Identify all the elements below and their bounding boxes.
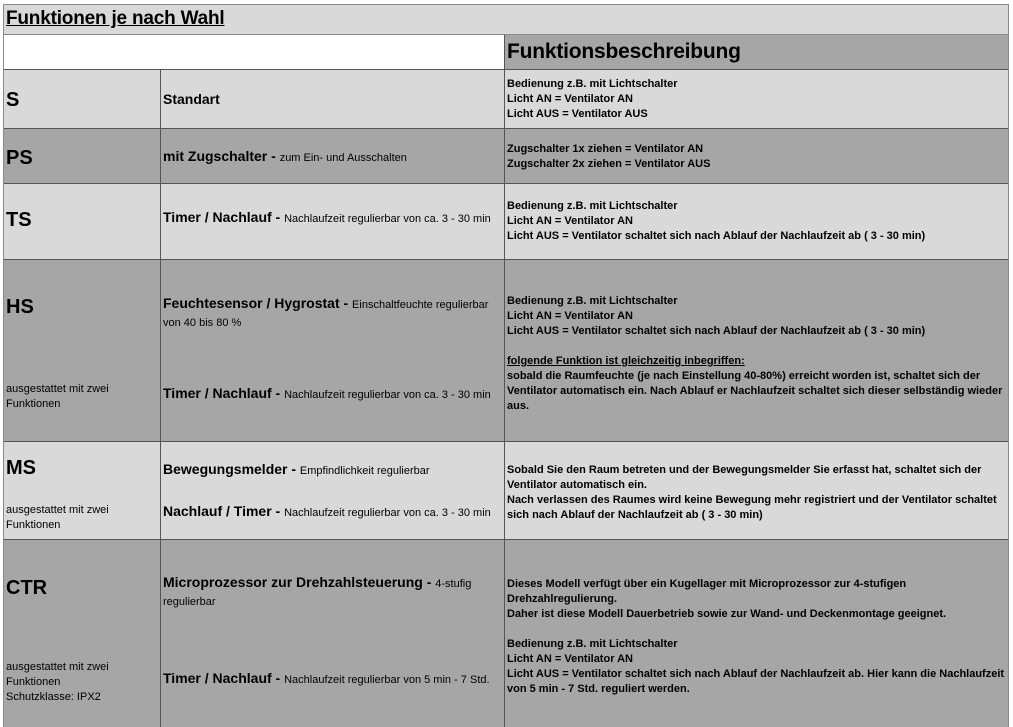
function-name: Timer / Nachlauf - xyxy=(163,385,285,401)
table-row-ps xyxy=(4,129,1008,184)
description-line: Licht AN = Ventilator AN xyxy=(507,93,634,105)
description-line: Daher ist diese Modell Dauerbetrieb sowie zur Wand- und Deckenmontage geeignet. xyxy=(507,608,947,620)
function-cell[interactable] xyxy=(161,129,505,183)
description-cell[interactable] xyxy=(505,184,1008,259)
model-note: ausgestattet mit zwei Funktionen xyxy=(6,383,109,410)
description-cell[interactable] xyxy=(505,70,1008,128)
function-name: Nachlauf / Timer - xyxy=(163,503,285,519)
model-code: PS xyxy=(6,147,33,169)
function-entry xyxy=(163,502,503,522)
function-entry xyxy=(163,294,503,332)
description-line: Bedienung z.B. mit Lichtschalter xyxy=(507,295,678,307)
description-cell[interactable] xyxy=(505,260,1008,441)
code-cell[interactable] xyxy=(4,442,161,539)
description-line: Licht AN = Ventilator AN xyxy=(507,310,634,322)
model-code: HS xyxy=(6,296,34,318)
function-detail: Empfindlichkeit regulierbar xyxy=(299,465,430,477)
description-line: Bedienung z.B. mit Lichtschalter xyxy=(507,638,678,650)
code-cell[interactable] xyxy=(4,184,161,259)
function-entry xyxy=(163,384,503,404)
function-entry xyxy=(163,90,503,110)
description-line: Bedienung z.B. mit Lichtschalter xyxy=(507,78,678,90)
model-note: ausgestattet mit zwei Funktionen xyxy=(6,504,109,531)
page-title: Funktionen je nach Wahl xyxy=(6,8,225,29)
description-line: Zugschalter 1x ziehen = Ventilator AN xyxy=(507,143,704,155)
function-name: Timer / Nachlauf - xyxy=(163,209,285,225)
function-name: mit Zugschalter - xyxy=(163,148,280,164)
function-detail: Nachlaufzeit regulierbar von ca. 3 - 30 min xyxy=(284,389,491,401)
description-cell[interactable] xyxy=(505,129,1008,183)
function-cell[interactable] xyxy=(161,184,505,259)
function-name: Bewegungsmelder - xyxy=(163,461,300,477)
description-text xyxy=(507,142,1009,172)
description-line: Zugschalter 2x ziehen = Ventilator AUS xyxy=(507,158,711,170)
title-row xyxy=(4,4,1008,35)
spreadsheet xyxy=(3,4,1009,727)
description-line: Bedienung z.B. mit Lichtschalter xyxy=(507,200,678,212)
function-name: Standart xyxy=(163,91,220,107)
description-line: Licht AN = Ventilator AN xyxy=(507,653,634,665)
description-text xyxy=(507,294,1009,339)
model-code: MS xyxy=(6,457,36,479)
description-line: Licht AUS = Ventilator schaltet sich nach Ablauf der Nachlaufzeit ab ( 3 - 30 min) xyxy=(507,230,926,242)
description-text xyxy=(507,463,1009,523)
description-cell[interactable] xyxy=(505,442,1008,539)
table-row-ts xyxy=(4,184,1008,260)
extra-function-body: sobald die Raumfeuchte (je nach Einstellung 40-80%) erreicht worden ist, schaltet sich der Ventilator automatisch ein. Nach Ablauf er Nachlaufzeit schaltet sich dieser selbständig wieder aus. xyxy=(507,370,1003,412)
code-cell[interactable] xyxy=(4,260,161,441)
function-entry xyxy=(163,208,503,228)
description-line: Licht AN = Ventilator AN xyxy=(507,215,634,227)
model-code: CTR xyxy=(6,577,48,599)
table-row-ctr xyxy=(4,540,1008,727)
description-line: Licht AUS = Ventilator AUS xyxy=(507,108,648,120)
function-entry xyxy=(163,573,503,611)
function-cell[interactable] xyxy=(161,260,505,441)
code-cell[interactable] xyxy=(4,129,161,183)
function-name: Microprozessor zur Drehzahlsteuerung - xyxy=(163,574,436,590)
function-name: Feuchtesensor / Hygrostat - xyxy=(163,295,353,311)
header-description-cell[interactable] xyxy=(504,35,1008,69)
description-line: Nach verlassen des Raumes wird keine Bewegung mehr registriert und der Ventilator schaltet sich nach Ablauf der Nachlaufzeit ab ( 3 - 30 min) xyxy=(507,494,997,521)
description-line: Licht AUS = Ventilator schaltet sich nach Ablauf der Nachlaufzeit ab. Hier kann die Nachlaufzeit von 5 min - 7 Std. reguliert werden. xyxy=(507,668,1005,695)
description-text xyxy=(507,637,1009,697)
function-detail: Nachlaufzeit regulierbar von ca. 3 - 30 min xyxy=(284,507,491,519)
function-detail: Nachlaufzeit regulierbar von 5 min - 7 Std. xyxy=(284,674,490,686)
header-blank-cell[interactable] xyxy=(4,35,504,69)
description-text xyxy=(507,577,1009,622)
function-detail: 4-stufig regulierbar xyxy=(163,578,472,608)
extra-function-text xyxy=(507,354,1009,414)
function-cell[interactable] xyxy=(161,70,505,128)
model-code: TS xyxy=(6,209,32,231)
model-note-line: Schutzklasse: IPX2 xyxy=(6,691,101,703)
function-entry xyxy=(163,147,503,167)
function-detail: Einschaltfeuchte regulierbar von 40 bis 80 % xyxy=(163,299,489,329)
model-code: S xyxy=(6,89,20,111)
function-entry xyxy=(163,669,503,689)
function-name: Timer / Nachlauf - xyxy=(163,670,285,686)
code-cell[interactable] xyxy=(4,70,161,128)
model-note-line: ausgestattet mit zwei Funktionen xyxy=(6,661,109,688)
description-line: Dieses Modell verfügt über ein Kugellager mit Microprozessor zur 4-stufigen Drehzahlregulierung. xyxy=(507,578,907,605)
header-row xyxy=(4,35,1008,70)
code-cell[interactable] xyxy=(4,540,161,727)
model-note xyxy=(6,660,156,705)
function-detail: Nachlaufzeit regulierbar von ca. 3 - 30 min xyxy=(284,213,491,225)
table-row-ms xyxy=(4,442,1008,540)
table-row-hs xyxy=(4,260,1008,442)
description-text xyxy=(507,199,1009,244)
description-line: Licht AUS = Ventilator schaltet sich nach Ablauf der Nachlaufzeit ab ( 3 - 30 min) xyxy=(507,325,926,337)
header-description-label: Funktionsbeschreibung xyxy=(507,40,741,63)
table-row-s xyxy=(4,70,1008,129)
description-line: Sobald Sie den Raum betreten und der Bewegungsmelder Sie erfasst hat, schaltet sich der Ventilator automatisch ein. xyxy=(507,464,982,491)
function-cell[interactable] xyxy=(161,442,505,539)
function-detail: zum Ein- und Ausschalten xyxy=(279,152,407,164)
description-text xyxy=(507,77,1009,122)
extra-function-heading: folgende Funktion ist gleichzeitig inbegriffen: xyxy=(507,355,745,367)
description-cell[interactable] xyxy=(505,540,1008,727)
function-cell[interactable] xyxy=(161,540,505,727)
function-entry xyxy=(163,460,503,480)
